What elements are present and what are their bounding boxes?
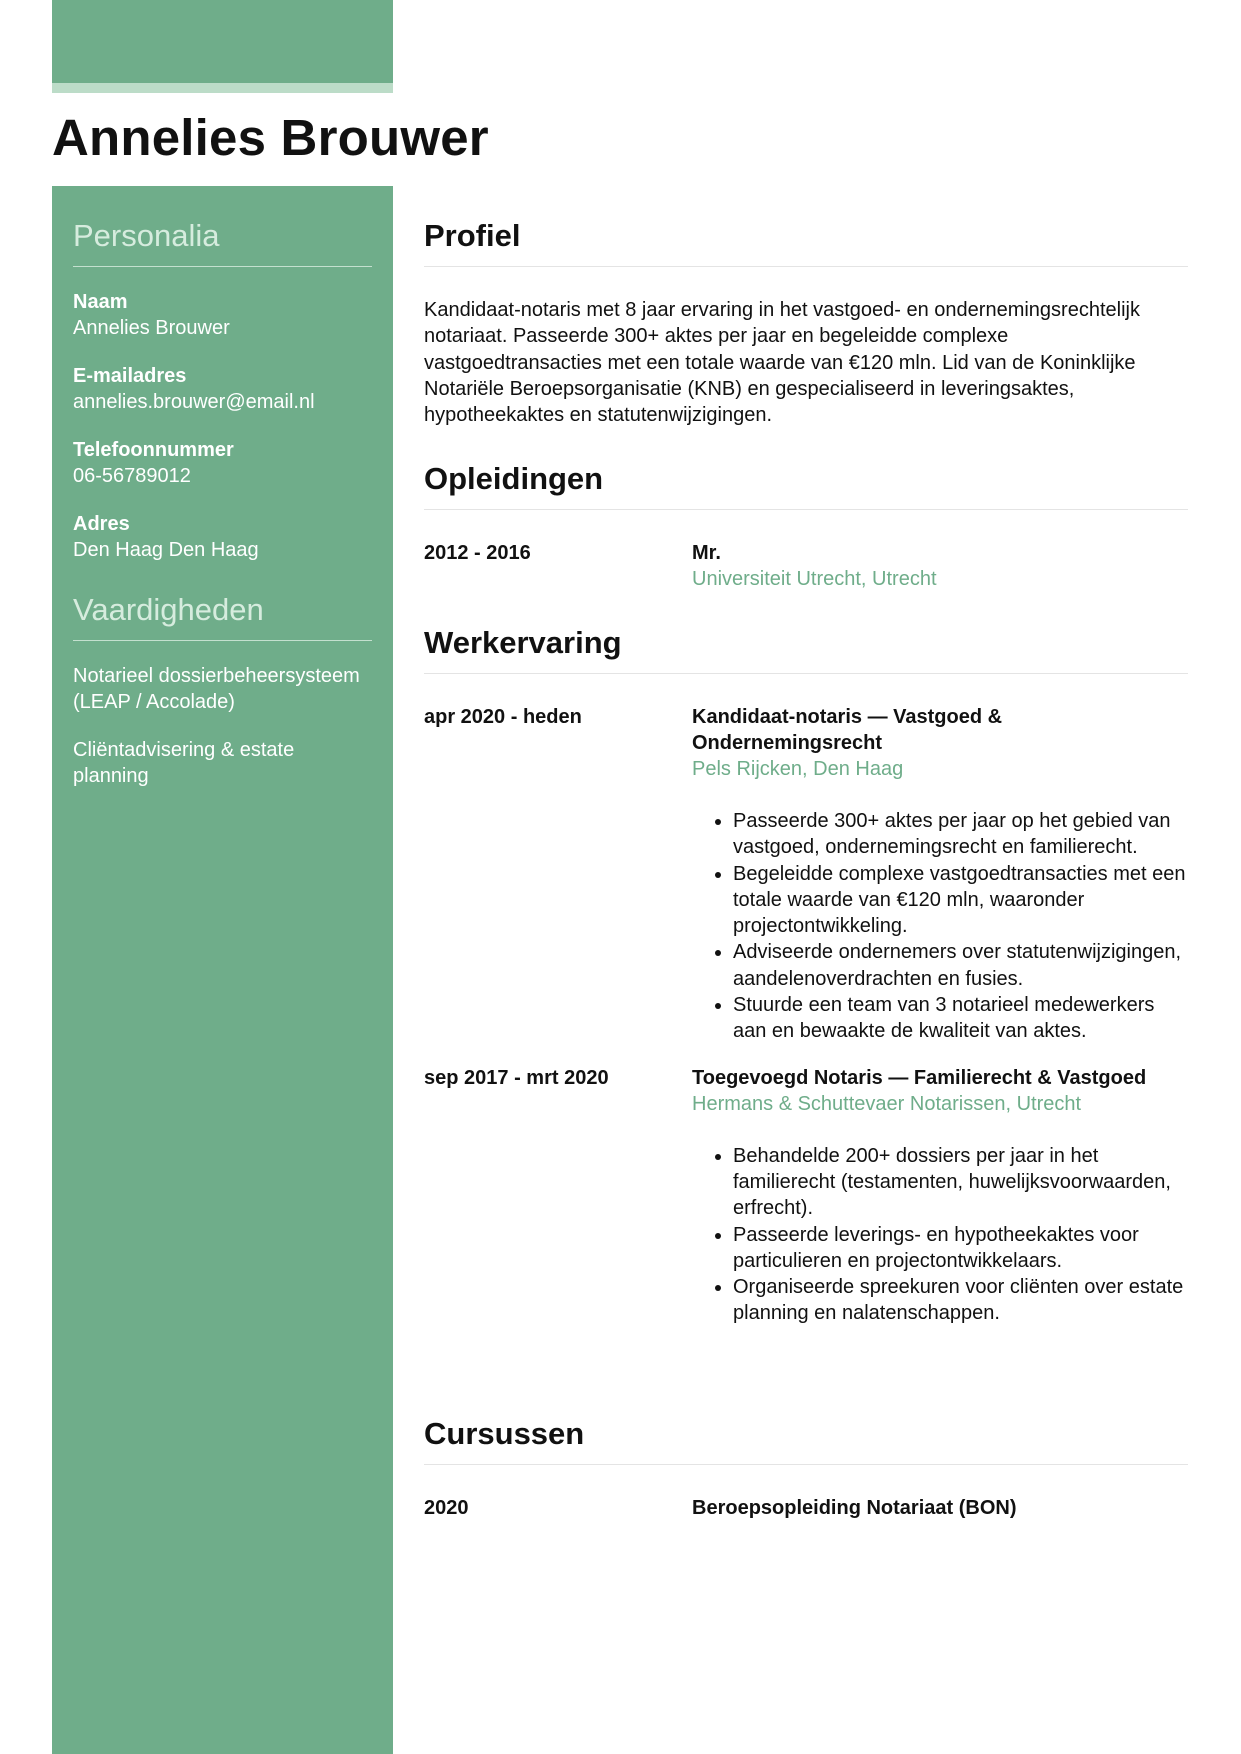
field-label: E-mailadres [73, 365, 187, 387]
skills-section [73, 590, 372, 789]
personalia-divider [73, 266, 372, 267]
experience-entry [424, 1065, 1188, 1327]
profile-text: Kandidaat-notaris met 8 jaar ervaring in het vastgoed- en ondernemingsrechtelijk notariaat. Passeerde 300+ aktes per jaar en begeleidde complexe vastgoedtransacties met een totale waarde van €120 mln. Lid van de Koninklijke Notariële Beroepsorganisatie (KNB) en gespecialiseerd in leveringsaktes, hypotheekaktes en statutenwijzigingen. [424, 299, 1140, 427]
education-section [424, 459, 1188, 592]
field-phone [73, 437, 372, 489]
skills-heading: Vaardigheden [73, 592, 264, 627]
field-address [73, 511, 372, 563]
entry-body [692, 704, 1188, 1045]
candidate-name: Annelies Brouwer [52, 109, 489, 166]
header-color-block [52, 0, 393, 83]
bullet-item: • Begeleidde complexe vastgoedtransacties met een totale waarde van €120 mln, waaronder projectontwikkeling. [733, 861, 1188, 940]
bullet-item: • Adviseerde ondernemers over statutenwijzigingen, aandelenoverdrachten en fusies. [733, 939, 1188, 992]
bullet-list [692, 808, 1188, 1045]
entry-body [692, 1495, 1188, 1521]
skills-divider [73, 640, 372, 641]
entry-title: Toegevoegd Notaris — Familierecht & Vastgoed [692, 1066, 1147, 1089]
bullet-item: • Organiseerde spreekuren voor cliënten over estate planning en nalatenschappen. [733, 1274, 1188, 1327]
courses-heading: Cursussen [424, 1416, 585, 1451]
entry-body [692, 540, 1188, 592]
experience-section [424, 623, 1188, 1327]
bullet-item: • Stuurde een team van 3 notarieel medewerkers aan en bewaakte de kwaliteit van aktes. [733, 992, 1188, 1045]
entry-date: 2020 [424, 1497, 469, 1519]
field-email [73, 363, 372, 415]
entry-body [692, 1065, 1188, 1327]
bullet-item: • Passeerde 300+ aktes per jaar op het gebied van vastgoed, ondernemingsrecht en familierecht. [733, 808, 1188, 861]
entry-title: Mr. [692, 542, 721, 564]
entry-date: sep 2017 - mrt 2020 [424, 1066, 609, 1089]
header-accent-strip [52, 83, 393, 93]
field-label: Telefoonnummer [73, 439, 234, 461]
entry-org: Hermans & Schuttevaer Notarissen, Utrecht [692, 1092, 1082, 1115]
courses-divider [424, 1464, 1188, 1465]
experience-heading: Werkervaring [424, 625, 622, 660]
skill-item: Notarieel dossierbeheersysteem (LEAP / Accolade) [73, 665, 360, 713]
field-name [73, 289, 372, 341]
entry-date: 2012 - 2016 [424, 542, 531, 564]
field-value: annelies.brouwer@email.nl [73, 391, 315, 413]
field-label: Adres [73, 513, 130, 535]
education-heading: Opleidingen [424, 461, 604, 496]
field-value: Annelies Brouwer [73, 317, 230, 339]
bullet-item: • Passeerde leverings- en hypotheekaktes voor particulieren en projectontwikkelaars. [733, 1222, 1188, 1275]
field-value: 06-56789012 [73, 465, 191, 487]
entry-org: Universiteit Utrecht, Utrecht [692, 568, 937, 590]
experience-entry [424, 704, 1188, 1045]
education-entry [424, 540, 1188, 592]
profile-divider [424, 266, 1188, 267]
skill-item: Cliëntadvisering & estate planning [73, 739, 295, 787]
education-divider [424, 509, 1188, 510]
entry-org: Pels Rijcken, Den Haag [692, 758, 904, 780]
experience-divider [424, 673, 1188, 674]
profile-section [424, 216, 1188, 428]
bullet-item: • Behandelde 200+ dossiers per jaar in het familierecht (testamenten, huwelijksvoorwaarden, erfrecht). [733, 1143, 1188, 1222]
entry-title: Beroepsopleiding Notariaat (BON) [692, 1497, 1017, 1519]
course-entry [424, 1495, 1188, 1521]
bullet-list [692, 1143, 1188, 1327]
entry-date: apr 2020 - heden [424, 706, 582, 728]
courses-section [424, 1414, 1188, 1521]
field-value: Den Haag Den Haag [73, 539, 259, 561]
personalia-heading: Personalia [73, 218, 220, 253]
sidebar [52, 186, 393, 1754]
entry-title: Kandidaat-notaris — Vastgoed & Ondernemingsrecht [692, 706, 1003, 754]
personalia-section [73, 216, 372, 563]
field-label: Naam [73, 291, 128, 313]
profile-heading: Profiel [424, 218, 521, 253]
